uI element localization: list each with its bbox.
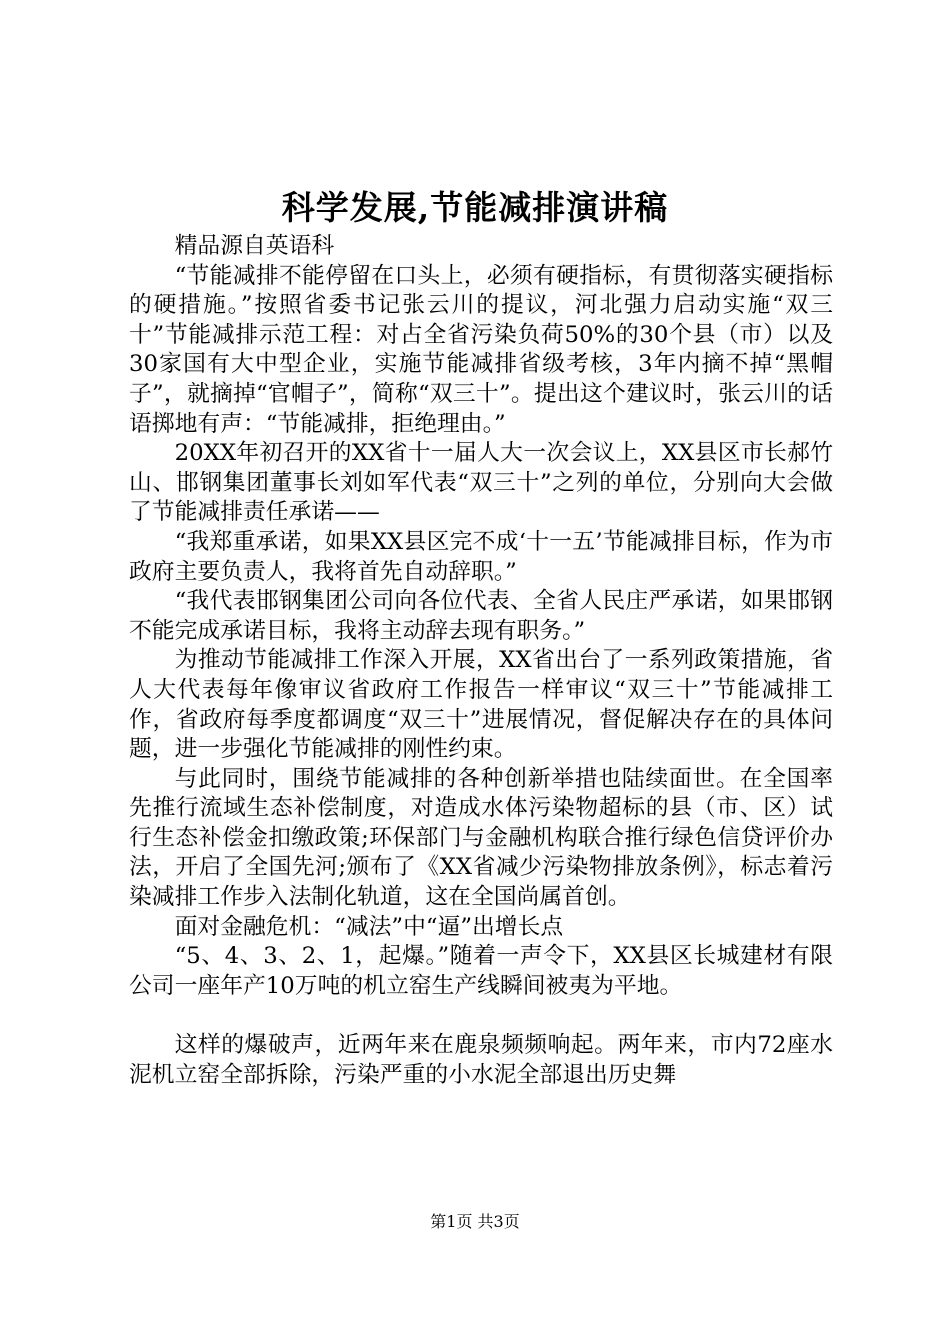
document-body xyxy=(129,232,833,1090)
blank-line xyxy=(129,1001,833,1031)
paragraph-pledge-mayor: “我郑重承诺，如果XX县区完不成‘十一五’节能减排目标，作为市政府主要负责人，我将首先自动辞职。” xyxy=(129,528,833,585)
paragraph-intro-quote: “节能减排不能停留在口头上，必须有硬指标，有贯彻落实硬指标的硬措施。”按照省委书记张云川的提议，河北强力启动实施“双三十”节能减排示范工程：对占全省污染负荷50%的30个县（市）以及30家国有大中型企业，实施节能减排省级考核，3年内摘不掉“黑帽子”，就摘掉“官帽子”，简称“双三十”。提出这个建议时，张云川的话语掷地有声：“节能减排，拒绝理由。” xyxy=(129,262,833,437)
paragraph-innovation: 与此同时，围绕节能减排的各种创新举措也陆续面世。在全国率先推行流域生态补偿制度，对造成水体污染物超标的县（市、区）试行生态补偿金扣缴政策;环保部门与金融机构联合推行绿色信贷评价办法，开启了全国先河;颁布了《XX省减少污染物排放条例》，标志着污染减排工作步入法制化轨道，这在全国尚属首创。 xyxy=(129,765,833,911)
paragraph-source: 精品源自英语科 xyxy=(174,233,335,259)
paragraph-subheading: 面对金融危机：“减法”中“逼”出增长点 xyxy=(174,913,564,940)
page-footer: 第1页 共3页 xyxy=(430,1212,520,1231)
paragraph-congress: 20XX年初召开的XX省十一届人大一次会议上，XX县区市长郝竹山、邯钢集团董事长刘如军代表“双三十”之列的单位，分别向大会做了节能减排责任承诺—— xyxy=(129,440,833,526)
paragraph-demolition: “5、4、3、2、1，起爆。”随着一声令下，XX县区长城建材有限公司一座年产10万吨的机立窑生产线瞬间被夷为平地。 xyxy=(129,943,833,999)
paragraph-policy: 为推动节能减排工作深入开展，XX省出台了一系列政策措施，省人大代表每年像审议省政府工作报告一样审议“双三十”节能减排工作，省政府每季度都调度“双三十”进展情况，督促解决存在的具体问题，进一步强化节能减排的刚性约束。 xyxy=(129,647,833,763)
paragraph-pledge-hangang: “我代表邯钢集团公司向各位代表、全省人民庄严承诺，如果邯钢不能完成承诺目标，我将主动辞去现有职务。” xyxy=(129,588,833,644)
paragraph-luquan: 这样的爆破声，近两年来在鹿泉频频响起。两年来，市内72座水泥机立窑全部拆除，污染严重的小水泥全部退出历史舞 xyxy=(129,1032,833,1088)
document-title: 科学发展,节能减排演讲稿 xyxy=(281,188,669,227)
